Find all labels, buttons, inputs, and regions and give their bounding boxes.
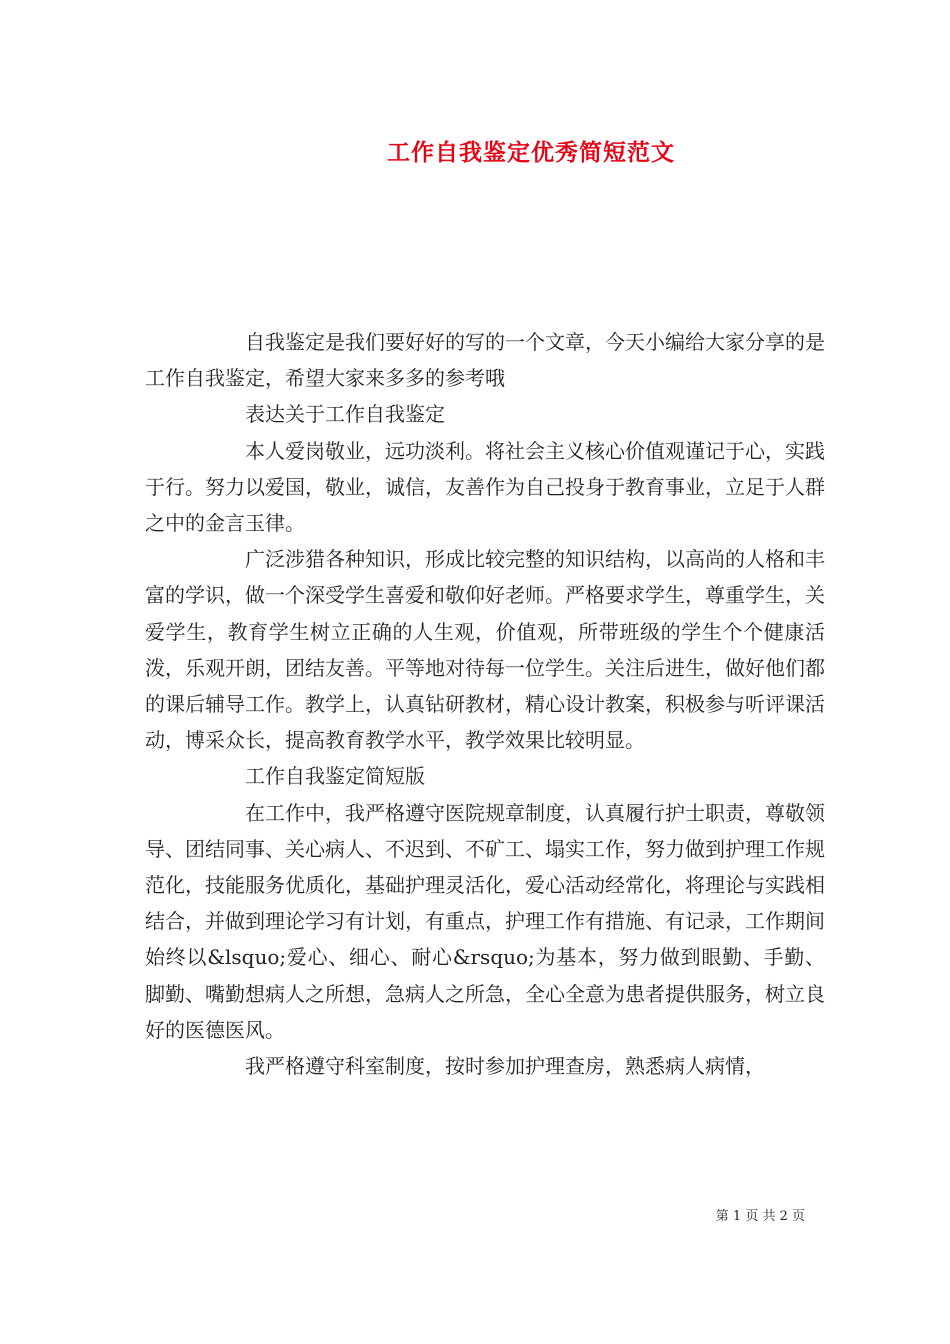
paragraph: 我严格遵守科室制度，按时参加护理查房，熟悉病人病情，: [245, 1054, 765, 1079]
paragraph: 本人爱岗敬业，远功淡利。将社会主义核心价值观谨记于心，实践于行。努力以爱国，敬业，诚信，友善作为自己投身于教育事业，立足于人群之中的金言玉律。: [145, 438, 825, 536]
paragraph: 在工作中，我严格遵守医院规章制度，认真履行护士职责，尊敬领导、团结同事、关心病人、不迟到、不矿工、塌实工作，努力做到护理工作规范化，技能服务优质化，基础护理灵活化，爱心活动经常化，将理论与实践相结合，并做到理论学习有计划，有重点，护理工作有措施、有记录，工作期间始终以&lsquo;爱心、细心、耐心&rsquo;为基本，努力做到眼勤、手勤、脚勤、嘴勤想病人之所想，急病人之所急，全心全意为患者提供服务，树立良好的医德医风。: [145, 800, 825, 1042]
document-title: 工作自我鉴定优秀简短范文: [387, 139, 675, 166]
section-heading: 表达关于工作自我鉴定: [245, 402, 445, 427]
paragraph: 广泛涉猎各种知识，形成比较完整的知识结构，以高尚的人格和丰富的学识，做一个深受学生喜爱和敬仰好老师。严格要求学生，尊重学生，关爱学生，教育学生树立正确的人生观，价值观，所带班级的学生个个健康活泼，乐观开朗，团结友善。平等地对待每一位学生。关注后进生，做好他们都的课后辅导工作。教学上，认真钻研教材，精心设计教案，积极参与听评课活动，博采众长，提高教育教学水平，教学效果比较明显。: [145, 547, 825, 753]
page-number-footer: 第 1 页 共 2 页: [715, 1209, 805, 1224]
paragraph: 自我鉴定是我们要好好的写的一个文章，今天小编给大家分享的是工作自我鉴定，希望大家来多多的参考哦: [145, 330, 825, 391]
document-body: [145, 324, 825, 1084]
section-heading: 工作自我鉴定简短版: [245, 764, 425, 789]
